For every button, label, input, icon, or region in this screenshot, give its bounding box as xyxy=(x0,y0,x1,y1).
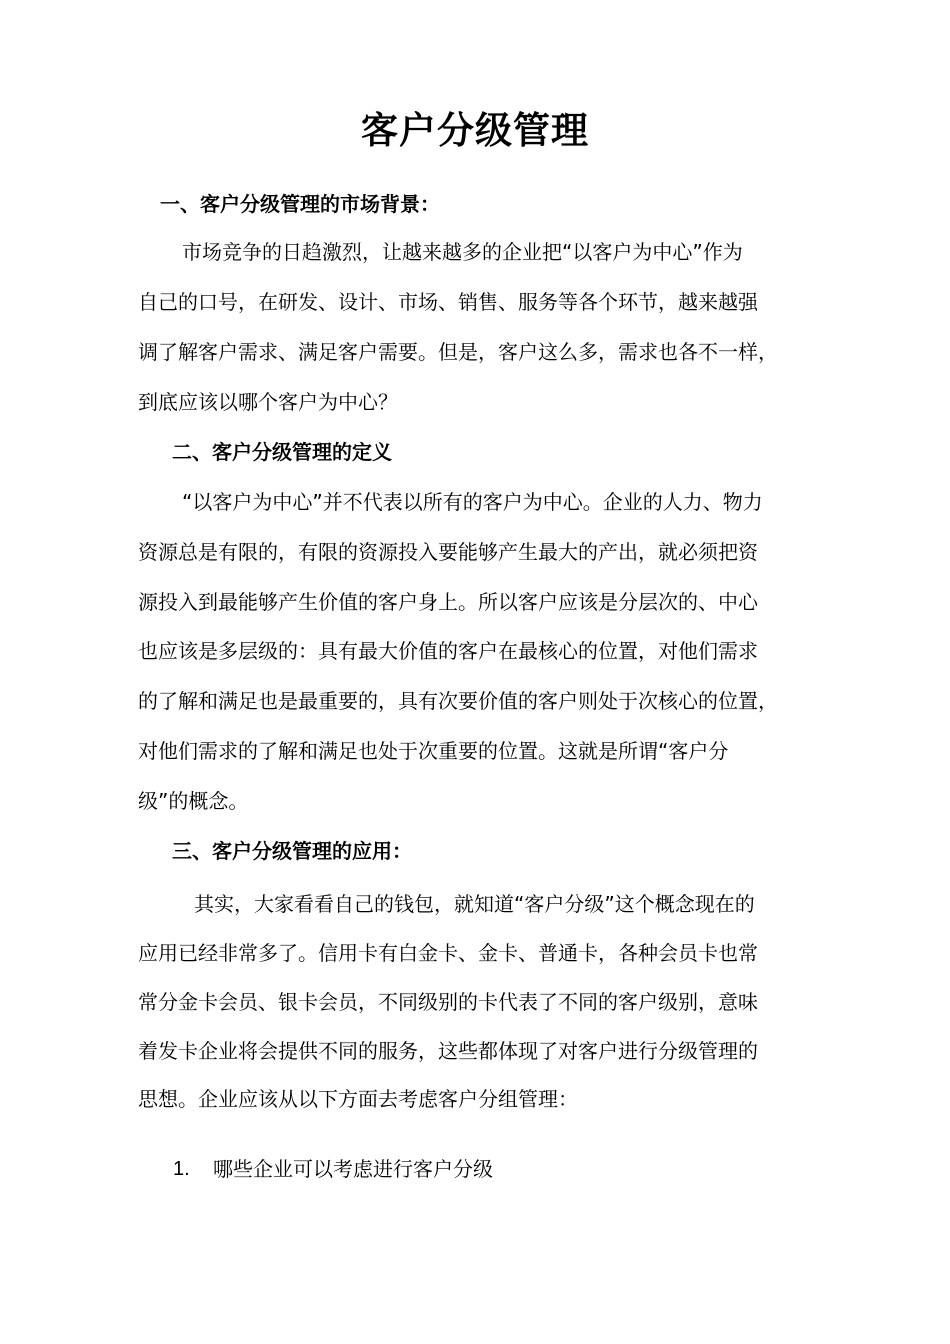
section-3-line: 常分金卡会员、银卡会员，不同级别的卡代表了不同的客户级别，意味 xyxy=(138,990,758,1014)
section-1-line: 自己的口号，在研发、设计、市场、销售、服务等各个环节，越来越强 xyxy=(138,290,758,314)
section-2-line: 资源总是有限的，有限的资源投入要能够产生最大的产出，就必须把资 xyxy=(138,540,758,564)
section-heading-definition: 二、客户分级管理的定义 xyxy=(172,440,392,464)
section-1-line: 调了解客户需求、满足客户需要。但是，客户这么多，需求也各不一样， xyxy=(138,340,778,364)
section-2-line: “以客户为中心”并不代表以所有的客户为中心。企业的人力、物力 xyxy=(182,490,763,514)
section-heading-background: 一、客户分级管理的市场背景： xyxy=(160,192,440,216)
section-2-line: 也应该是多层级的：具有最大价值的客户在最核心的位置，对他们需求 xyxy=(138,639,758,663)
section-3-line: 着发卡企业将会提供不同的服务，这些都体现了对客户进行分级管理的 xyxy=(138,1039,758,1063)
section-2-line: 对他们需求的了解和满足也处于次重要的位置。这就是所谓“客户分 xyxy=(138,739,729,763)
section-2-line: 源投入到最能够产生价值的客户身上。所以客户应该是分层次的、中心 xyxy=(138,590,758,614)
section-2-line: 级”的概念。 xyxy=(138,789,249,813)
section-1-line: 到底应该以哪个客户为中心？ xyxy=(138,390,398,414)
list-item-number: 1. xyxy=(173,1158,190,1180)
section-heading-application: 三、客户分级管理的应用： xyxy=(172,839,412,863)
section-3-line: 思想。企业应该从以下方面去考虑客户分组管理： xyxy=(138,1087,578,1111)
section-3-line: 应用已经非常多了。信用卡有白金卡、金卡、普通卡，各种会员卡也常 xyxy=(138,941,758,965)
section-1-line: 市场竞争的日趋激烈，让越来越多的企业把“以客户为中心”作为 xyxy=(182,240,743,264)
list-item-text: 哪些企业可以考虑进行客户分级 xyxy=(213,1157,493,1181)
section-3-line: 其实，大家看看自己的钱包，就知道“客户分级”这个概念现在的 xyxy=(194,892,755,916)
section-2-line: 的了解和满足也是最重要的，具有次要价值的客户则处于次核心的位置， xyxy=(138,689,778,713)
document-title: 客户分级管理 xyxy=(361,109,589,152)
